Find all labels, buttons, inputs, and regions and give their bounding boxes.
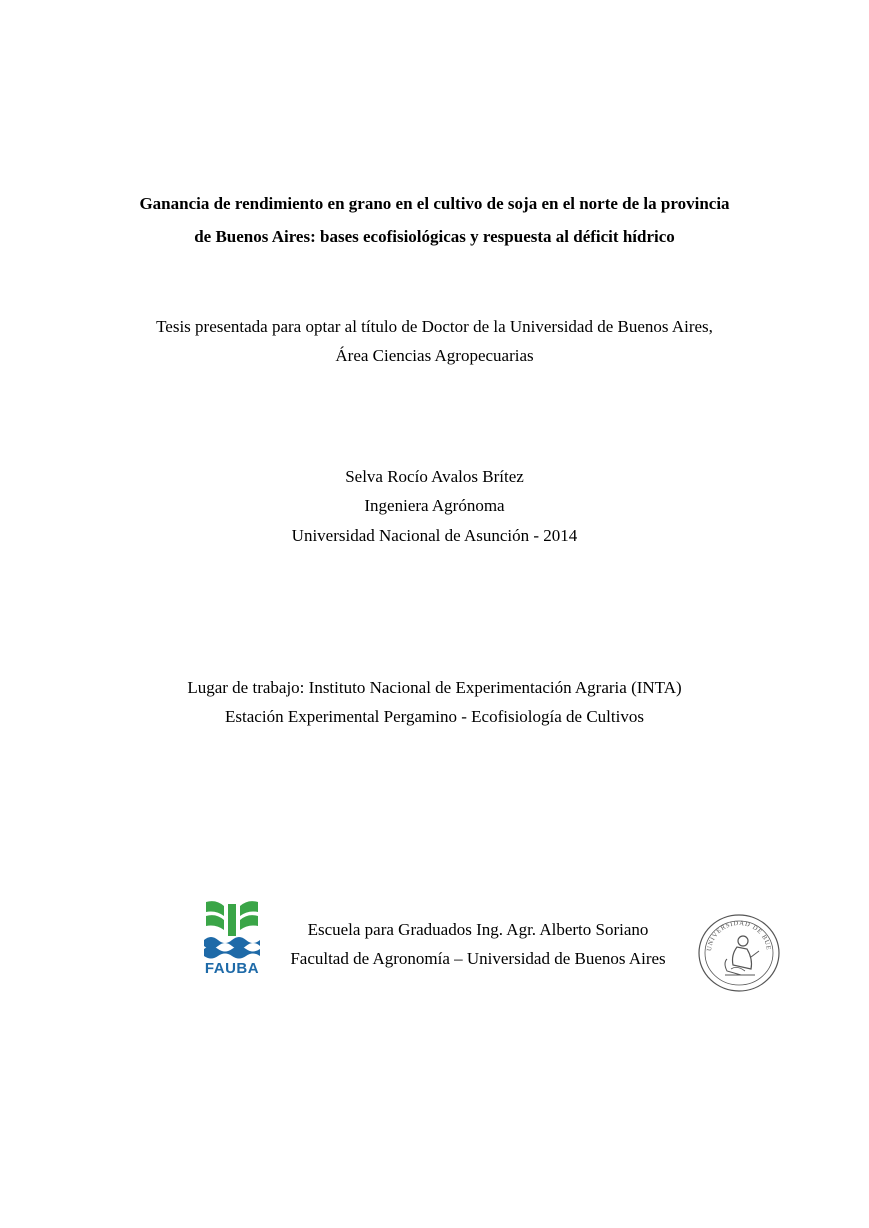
faculty-name: Facultad de Agronomía – Universidad de Buenos Aires [290,949,666,968]
presentation-line-1: Tesis presentada para optar al título de Doctor de la Universidad de Buenos Aires, [156,317,713,336]
fauba-logo-icon [202,900,262,980]
workplace-line-2: Estación Experimental Pergamino - Ecofisiología de Cultivos [225,707,644,726]
author-name: Selva Rocío Avalos Brítez [345,467,524,486]
graduate-school-name: Escuela para Graduados Ing. Agr. Alberto Soriano [307,920,649,939]
thesis-title-line-2: de Buenos Aires: bases ecofisiológicas y respuesta al déficit hídrico [194,227,675,246]
presentation-line-2: Área Ciencias Agropecuarias [335,346,534,365]
fauba-logo-graphic [202,900,262,960]
fauba-logo-text: FAUBA [204,960,260,977]
author-institution: Universidad Nacional de Asunción - 2014 [291,526,578,545]
thesis-title-line-1: Ganancia de rendimiento en grano en el cultivo de soja en el norte de la provincia [139,194,730,213]
uba-seal-icon [697,913,781,993]
author-degree: Ingeniera Agrónoma [364,496,505,515]
uba-seal-graphic [697,913,781,993]
svg-text:UNIVERSIDAD DE BUENOS AIRES: UNIVERSIDAD DE BUE [705,919,772,952]
workplace-line-1: Lugar de trabajo: Instituto Nacional de Experimentación Agraria (INTA) [187,678,682,697]
